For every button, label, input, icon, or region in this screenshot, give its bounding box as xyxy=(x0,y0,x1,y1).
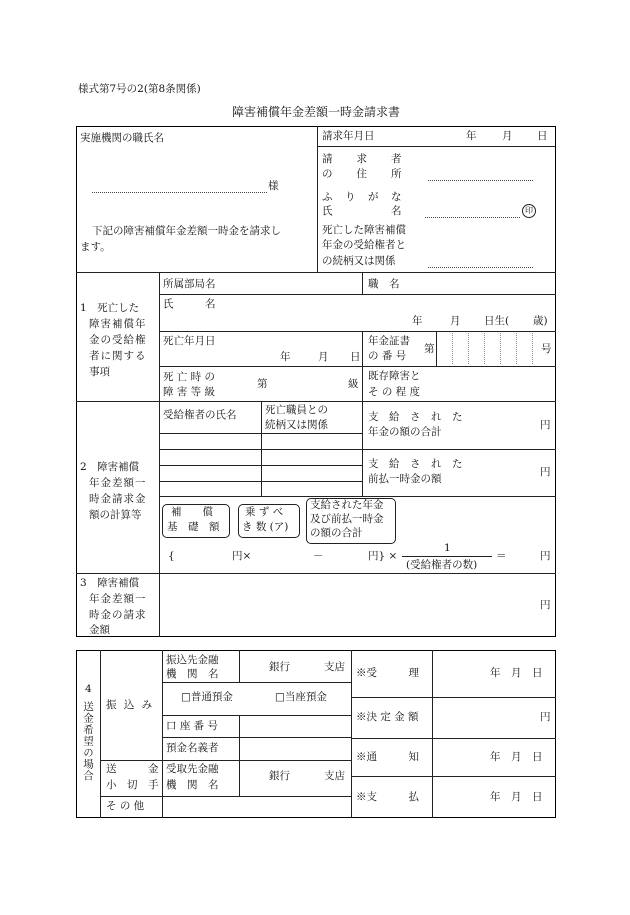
heir-row-2-line xyxy=(159,465,363,466)
check-bottom-line xyxy=(100,796,351,797)
grade-kyu: 級 xyxy=(348,378,359,390)
heir-rel-header-1: 死亡職員との xyxy=(265,404,328,416)
post-label: 職 名 xyxy=(368,278,400,290)
furikomi-label: 振 込 み xyxy=(106,699,155,711)
bank-ginko: 銀行 xyxy=(269,661,290,673)
sum-label-3: の額の合計 xyxy=(310,527,363,539)
other-label: そ の 他 xyxy=(106,800,145,812)
s1-dept-divider xyxy=(362,272,363,294)
death-tsuki: 月 xyxy=(318,351,329,363)
s1-label-4: 者に関する xyxy=(89,350,147,362)
s3-label-4: 金額 xyxy=(89,624,110,636)
toza-checkbox[interactable]: □当座預金 xyxy=(275,691,327,703)
bank-label-1: 振込先金融 xyxy=(166,654,219,666)
relation-line[interactable] xyxy=(428,267,533,268)
address-line[interactable] xyxy=(428,180,533,181)
decision-yen: 円 xyxy=(540,711,551,723)
death-nen: 年 xyxy=(280,351,291,363)
s2-label-2: 年金差額一 xyxy=(89,477,147,489)
formula-open: { xyxy=(168,550,175,562)
cert-dai: 第 xyxy=(424,343,435,355)
relation-label-3: の続柄又は関係 xyxy=(322,255,396,267)
notice-label: ※通 知 xyxy=(356,751,419,763)
calc-top-line xyxy=(159,496,556,497)
sum-label-2: 及び前払一時金 xyxy=(310,513,384,525)
agency-label: 実施機関の職氏名 xyxy=(80,132,164,144)
s2-label-1: 2 障害補償 xyxy=(80,461,140,473)
section3-top-line xyxy=(76,573,556,574)
cert-digit-sep-5 xyxy=(516,333,517,364)
s3-yen: 円 xyxy=(540,599,551,611)
s3-label-2: 年金差額一 xyxy=(89,593,147,605)
birth-hi: 日生( xyxy=(484,315,510,327)
recv-shiten: 支店 xyxy=(324,770,345,782)
formula-minus: － xyxy=(313,550,324,562)
heir-rel-header-2: 続柄又は関係 xyxy=(265,419,328,431)
table2-bottom-border xyxy=(76,817,556,818)
cert-digit-sep-3 xyxy=(484,333,485,364)
s1-dept-row-line xyxy=(159,294,556,295)
grade-label-2: 障 害 等 級 xyxy=(163,386,216,398)
total-advance-label-2: 前払一時金の額 xyxy=(368,473,442,485)
recv-bank-label-1: 受取先金融 xyxy=(166,763,219,775)
s1-label-2: 障害補償年 xyxy=(89,318,147,330)
bank-shiten: 支店 xyxy=(324,661,345,673)
account-no-row-line xyxy=(162,737,351,738)
s4-number-col xyxy=(100,650,101,818)
receipt-label: ※受 理 xyxy=(356,667,419,679)
address-label-2: の 住 所 xyxy=(322,168,403,180)
decision-row-line xyxy=(351,738,556,739)
check-label-1: 送 金 xyxy=(106,763,159,775)
date-tsuki: 月 xyxy=(502,130,513,142)
recv-label-col xyxy=(239,760,240,796)
table1-top-border xyxy=(76,126,556,127)
grade-dai: 第 xyxy=(257,378,268,390)
date-row-line xyxy=(317,146,555,147)
notice-date: 年 月 日 xyxy=(490,751,543,763)
formula-equals: ＝ xyxy=(496,550,507,562)
total-pension-label-2: 年金の額の合計 xyxy=(368,426,442,438)
bank-row-line xyxy=(162,682,351,683)
birth-nen: 年 xyxy=(412,315,423,327)
heir-row-1-line xyxy=(159,449,363,450)
account-no-label: 口 座 番 号 xyxy=(166,720,219,732)
table1-bottom-border xyxy=(76,636,556,637)
total-pension-label-1: 支 給 さ れ た xyxy=(368,411,463,423)
applicant-name-label: 氏 名 xyxy=(322,205,403,217)
decision-label: ※決 定 金 額 xyxy=(356,711,419,723)
payment-label: ※支 払 xyxy=(356,791,419,803)
furikomi-bottom-line xyxy=(100,760,351,761)
payment-date: 年 月 日 xyxy=(490,791,543,803)
total-pension-yen: 円 xyxy=(540,419,551,431)
death-date-label: 死亡年月日 xyxy=(163,335,216,347)
basic-amount-label-1: 補 償 xyxy=(171,506,213,518)
office-col-mid xyxy=(432,650,433,818)
receipt-row-line xyxy=(351,697,556,698)
s3-label-1: 3 障害補償 xyxy=(80,577,140,589)
fraction-bar xyxy=(402,556,492,557)
account-name-label: 預金名義者 xyxy=(166,742,219,754)
cert-go: 号 xyxy=(541,343,552,355)
date-nen: 年 xyxy=(466,130,477,142)
table2-right-border xyxy=(555,650,556,818)
receipt-date: 年 月 日 xyxy=(490,667,543,679)
grade-label-1: 死 亡 時 の xyxy=(163,371,216,383)
death-hi: 日 xyxy=(350,351,361,363)
form-number: 様式第7号の2(第8条関係) xyxy=(78,83,201,95)
cert-digit-sep-2 xyxy=(468,333,469,364)
cert-digit-sep-4 xyxy=(500,333,501,364)
formula-yen-times: 円× xyxy=(232,550,252,562)
heir-row-3-line xyxy=(159,481,363,482)
cert-box-left xyxy=(436,331,437,366)
check-label-2: 小 切 手 xyxy=(106,779,159,791)
section2-top-line xyxy=(76,401,556,402)
form-title: 障害補償年金差額一時金請求書 xyxy=(232,105,401,119)
s2-label-4: 額の計算等 xyxy=(89,509,142,521)
cert-digit-sep-1 xyxy=(452,333,453,364)
bank-label-col xyxy=(239,650,240,682)
sum-label-1: 支給された年金 xyxy=(310,499,384,511)
request-text-2: ます。 xyxy=(80,241,111,253)
s2-label-3: 時金請求金 xyxy=(89,493,147,505)
dept-label: 所属部局名 xyxy=(163,278,216,290)
total-advance-yen: 円 xyxy=(540,466,551,478)
request-text-1: 下記の障害補償年金差額一時金を請求し xyxy=(92,225,281,237)
birth-sai: 歳) xyxy=(533,315,548,327)
formula-yen: 円 xyxy=(540,550,551,562)
label-column-divider xyxy=(159,272,160,637)
bank-label-2: 機 関 名 xyxy=(166,668,219,680)
table1-left-border xyxy=(76,126,77,637)
date-hi: 日 xyxy=(537,130,548,142)
recv-ginko: 銀行 xyxy=(269,770,290,782)
existing-label-1: 既存障害と xyxy=(368,370,421,382)
s3-label-3: 時金の請求 xyxy=(89,609,147,621)
s4-type-col xyxy=(162,650,163,818)
notice-row-line xyxy=(351,776,556,777)
s1-name-row-line xyxy=(159,331,556,332)
seal-mark: 印 xyxy=(522,204,536,218)
recv-bank-label-2: 機 関 名 xyxy=(166,779,219,791)
multiplier-label-2: き 数 (ア) xyxy=(242,521,289,533)
basic-amount-label-2: 基 礎 額 xyxy=(167,521,220,533)
table2-top-border xyxy=(76,650,556,651)
relation-label-1: 死亡した障害補償 xyxy=(322,224,406,236)
agency-name-line[interactable] xyxy=(92,192,267,193)
deceased-name-label: 氏 名 xyxy=(163,298,216,310)
futsu-checkbox[interactable]: □普通預金 xyxy=(181,691,233,703)
cert-digit-sep-6 xyxy=(532,333,533,364)
s4-number: 4 xyxy=(85,683,92,695)
table2-left-border xyxy=(76,650,77,818)
total-advance-label-1: 支 給 さ れ た xyxy=(368,458,463,470)
s1-death-row-line xyxy=(159,366,556,367)
section1-top-line xyxy=(76,272,556,273)
sama-label: 様 xyxy=(268,180,279,192)
deposit-row-line xyxy=(162,715,351,716)
multiplier-label-1: 乗 ず べ xyxy=(245,506,284,518)
address-label-1: 請 求 者 xyxy=(322,153,403,165)
s4-vertical-label: 送金希望の場合 xyxy=(82,701,95,782)
s1-label-1: 1 死亡した xyxy=(80,302,140,314)
fraction-denominator: (受給権者の数) xyxy=(406,559,478,571)
applicant-name-line[interactable] xyxy=(425,217,520,218)
relation-label-2: 年金の受給権者と xyxy=(322,239,406,251)
heir-header-line xyxy=(159,433,363,434)
cert-label-1: 年金証書 xyxy=(368,335,410,347)
total-pension-line xyxy=(362,449,556,450)
applicant-divider xyxy=(317,126,318,272)
cert-label-2: の 番 号 xyxy=(368,350,407,362)
s1-label-3: 金の受給権 xyxy=(89,334,147,346)
date-label: 請求年月日 xyxy=(322,130,375,142)
s1-label-5: 事項 xyxy=(89,366,110,378)
kana-label: ふ り が な xyxy=(322,191,403,203)
table1-right-border xyxy=(555,126,556,637)
fraction-numerator: 1 xyxy=(444,542,451,554)
existing-label-2: そ の 程 度 xyxy=(368,386,421,398)
office-col-left xyxy=(351,650,352,818)
birth-tsuki: 月 xyxy=(450,315,461,327)
heir-name-header: 受給権者の氏名 xyxy=(163,409,237,421)
formula-close: 円} × xyxy=(368,550,398,562)
